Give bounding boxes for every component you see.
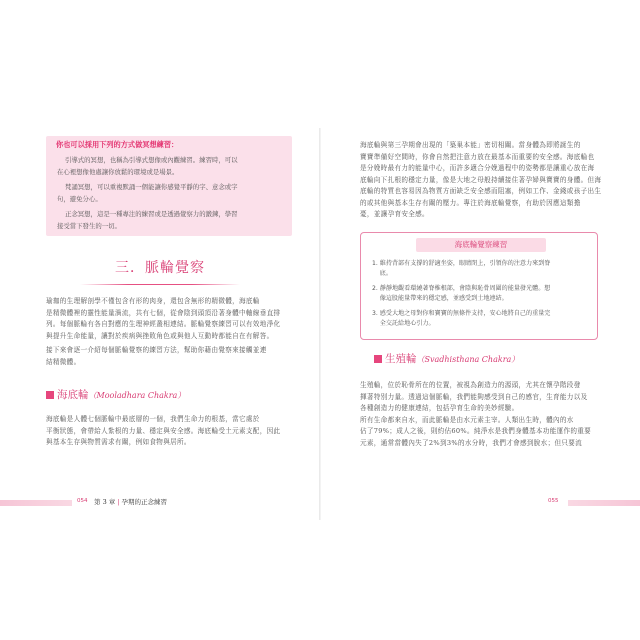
text-line: 憂，並讓孕育安全感。 [360,210,429,218]
section-title-underline [80,284,240,285]
tip-item-guided-line2 [57,166,277,178]
tip-item-line: 在心裡想像他處讓你放鬆的環境或是場景。 [57,168,179,176]
footer-bar-right [568,500,640,506]
step-line: 3. 感受大地之母對你和寶寶的無條件支持，安心地將自己的重量完 [372,310,551,317]
sacral-chakra-heading [374,351,519,366]
sacral-chakra-title: 生殖輪 [385,353,417,365]
text-line: 底輪的特質也容易因為物質方面缺乏安全感而阻塞，例如工作、金錢或孩子出生 [360,187,602,195]
text-line: 各種創造力的健康連結，包括孕育生命的美妙經驗。 [360,404,519,412]
footer-separator: | [117,498,120,506]
text-line: 平衡狀態，會帶給人紮根的力量、穩定與安全感。海底輪受土元素支配，因此 [46,426,281,435]
practice-step-2 [372,284,586,304]
root-chakra-latin: （Mooladhara Chakra） [88,391,186,400]
tip-item-chant-line2 [57,193,277,205]
practice-title: 海底輪覺察練習 [454,240,508,249]
text-line: 佔了79%；成人之後，則約佔60%。純淨水是我們身體基本功能運作的重要 [360,427,592,435]
page-number-right: 055 [548,498,559,504]
text-line: 寶寶準備好空間時，你會自然把注意力放在最基本而重要的安全感。海底輪也 [360,152,595,161]
root-chakra-title: 海底輪 [57,389,89,401]
text-line: 接下來會逐一介紹每個脈輪覺察的練習方法，幫助你藉由覺察來接觸並連 [46,346,267,354]
tip-item-guided-line1 [65,154,285,166]
text-line: 結精微體。 [46,357,81,366]
tip-item-mindful-line2 [57,220,277,232]
text-line: 與基本生存與物質需求有關，例如食物與居所。 [46,438,191,446]
square-bullet-icon [374,355,382,363]
text-line: 海底輪是人體七個脈輪中最底層的一個，我們生命力的根基，當它處於 [46,415,260,423]
practice-step-3 [372,309,586,329]
footer-bar-left [0,500,72,506]
tip-item-line: 梵誦冥想，可以重複默誦一個能讓你感覺平靜的字、意念或字 [65,183,238,191]
sacral-chakra-paragraph [360,380,591,449]
root-chakra-heading [46,387,185,402]
tip-item-line: 句，避免分心。 [57,195,102,203]
right-intro-paragraph [360,140,601,221]
text-line: 生殖輪，位於恥骨所在的位置，被視為創造力的源頭，尤其在懷孕階段發 [360,381,581,389]
left-intro-paragraph [46,296,280,342]
tip-box-title: 你也可以採用下列的方式做冥想練習： [56,140,179,149]
step-line: 1. 維持背部有支撐的舒適坐姿，眼睛閉上，引領你的注意力來到脊 [372,260,551,267]
text-line: 與提升生命能量，讓對於疾病與挫敗角色或與他人互動時都能自在有解答。 [46,331,274,340]
text-line: 元素，通常當體內失了2%到3%的水分時，我們才會感到脫水；但只要流 [360,438,583,447]
step-line: 底。 [372,270,392,277]
text-line: 揮著特別力量。透過這個脈輪，我們能夠感受到自己的感官，生育能力以及 [360,392,588,401]
tip-item-chant-line1 [65,181,285,193]
page-number-left: 054 [77,498,88,504]
sacral-chakra-latin: （Svadhisthana Chakra） [416,355,520,364]
text-line: 是精微體裡的靈性能量渦流，共有七個，從會陰到頭頂沿著身體中軸線垂直排 [46,308,281,317]
text-line: 列。每個脈輪有各自對應的生理神經叢相連結。脈輪覺察練習可以有效地淨化 [46,320,281,328]
text-line: 海底輪與第三孕期會出現的「築巢本能」密切相關。當身體為即將誕生的 [360,141,581,149]
root-chakra-paragraph [46,414,280,449]
text-line: 底輪向下扎根的穩定力量，像是大地之母般持續接住著孕婦與寶寶的身體。但海 [360,175,602,184]
square-bullet-icon [46,391,54,399]
text-line: 是分娩時最有力的能量中心，而許多適合分娩過程中的姿勢都是讓重心放在海 [360,164,595,172]
section-title: 三．脈輪覺察 [115,260,205,276]
step-line: 全交託給地心引力。 [372,320,435,327]
book-gutter [319,128,321,520]
practice-step-1 [372,259,586,279]
step-line: 像這股能量帶來的穩定感，並感受到土地連結。 [372,295,508,302]
tip-item-mindful-line1 [65,208,285,220]
text-line: 所有生命都來自水，而此脈輪是由水元素主宰。人類出生時，體內的水 [360,415,574,424]
chapter-footer [94,497,167,506]
tip-item-line: 引導式的冥想，也稱為引導式想像或內觀練習。練習時，可以 [65,156,238,164]
text-line: 瑜珈的生理解剖學不僅包含有形的肉身，還包含無形的精微體，海底輪 [46,297,260,305]
text-line: 的或其他與基本生存有關的壓力。專注於海底輪覺察，有助於因應這類擔 [360,198,581,207]
chapter-title: 孕期的正念練習 [121,498,167,506]
chapter-number: 第 3 章 [94,498,116,506]
step-line: 2. 靜靜地觀看環繞著脊椎根部，會陰與恥骨周圍的能量發光體。想 [372,285,551,292]
tip-item-line: 正念冥想，這是一種專注的練習或是透過覺察力的鍛鍊，學習 [65,210,238,218]
left-intro2-paragraph [46,345,267,368]
tip-item-line: 接受當下發生的一切。 [57,222,121,230]
